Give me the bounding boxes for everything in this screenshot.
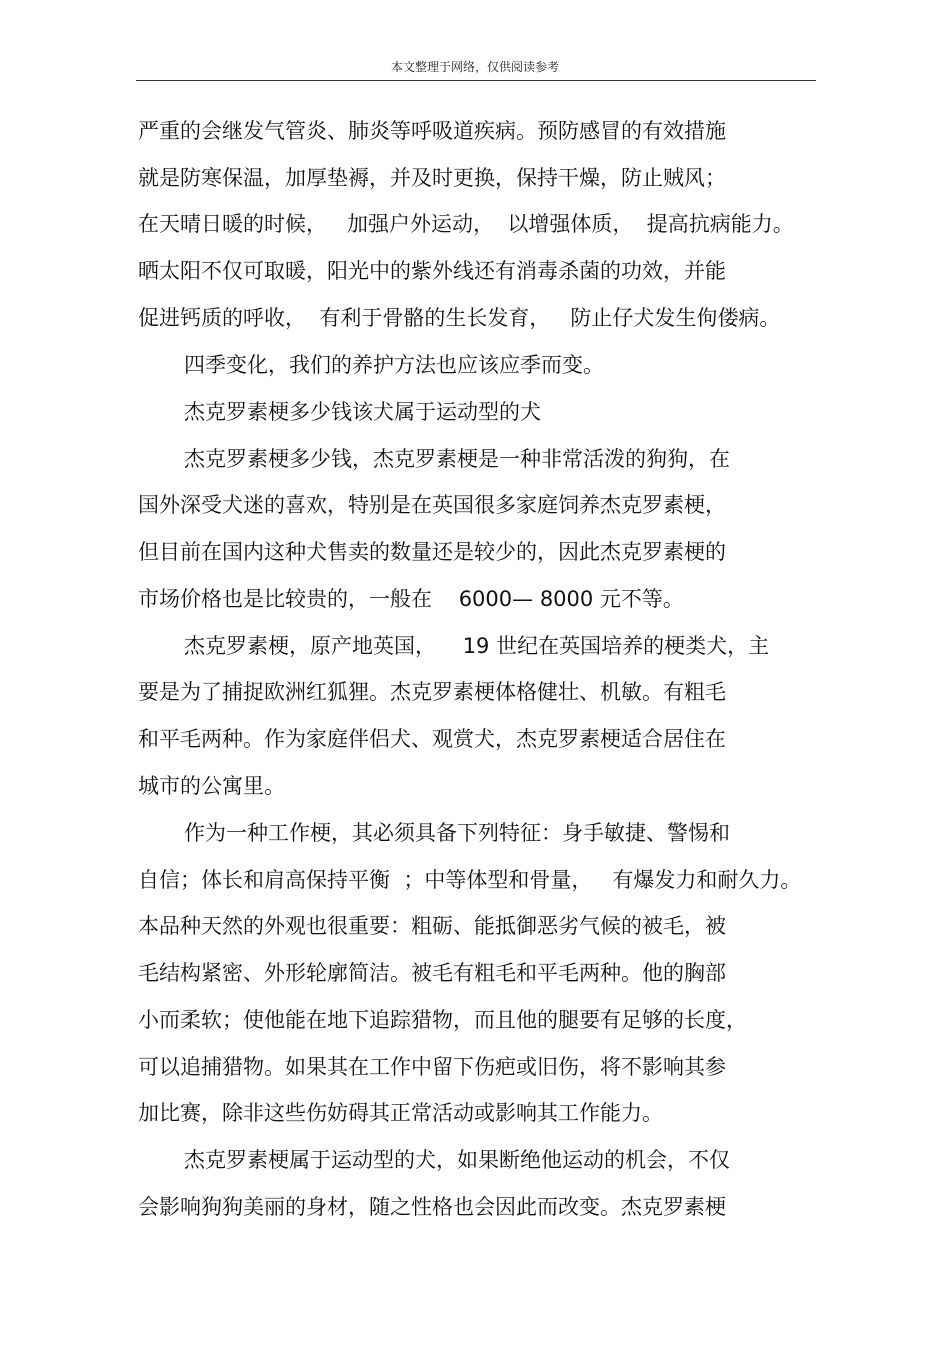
text-line: 可以追捕猎物。如果其在工作中留下伤疤或旧伤，将不影响其参 (138, 1055, 726, 1079)
text-line: 本品种天然的外观也很重要：粗砺、能抵御恶劣气候的被毛，被 (138, 914, 726, 938)
text-line: 要是为了捕捉欧洲红狐狸。杰克罗素梗体格健壮、机敏。有粗毛 (138, 680, 726, 704)
paragraph-start: 杰克罗素梗，原产地英国， 19 世纪在英国培养的梗类犬，主 (184, 634, 770, 658)
text-line: 但目前在国内这种犬售卖的数量还是较少的，因此杰克罗素梗的 (138, 540, 726, 564)
section-heading: 杰克罗素梗多少钱该犬属于运动型的犬 (184, 400, 541, 424)
text-line: 会影响狗狗美丽的身材，随之性格也会因此而改变。杰克罗素梗 (138, 1195, 726, 1219)
text-line: 晒太阳不仅可取暖，阳光中的紫外线还有消毒杀菌的功效，并能 (138, 259, 726, 283)
text-line: 在天晴日暖的时候， 加强户外运动， 以增强体质， 提高抗病能力。 (138, 212, 794, 236)
paragraph-start: 作为一种工作梗，其必须具备下列特征：身手敏捷、警惕和 (184, 821, 730, 845)
text-line: 促进钙质的呼收， 有利于骨骼的生长发育， 防止仔犬发生佝偻病。 (138, 306, 781, 330)
paragraph-start: 杰克罗素梗属于运动型的犬，如果断绝他运动的机会，不仅 (184, 1148, 730, 1172)
text-line: 严重的会继发气管炎、肺炎等呼吸道疾病。预防感冒的有效措施 (138, 119, 726, 143)
text-line: 市场价格也是比较贵的，一般在 6000— 8000 元不等。 (138, 587, 684, 611)
text-line: 就是防寒保温，加厚垫褥，并及时更换，保持干燥，防止贼风； (138, 166, 726, 190)
text-line: 城市的公寓里。 (138, 774, 285, 798)
text-line: 国外深受犬迷的喜欢，特别是在英国很多家庭饲养杰克罗素梗， (138, 493, 726, 517)
paragraph-start: 四季变化，我们的养护方法也应该应季而变。 (184, 353, 604, 377)
text-line: 和平毛两种。作为家庭伴侣犬、观赏犬，杰克罗素梗适合居住在 (138, 727, 726, 751)
text-line: 小而柔软；使他能在地下追踪猎物，而且他的腿要有足够的长度， (138, 1008, 747, 1032)
page-header: 本文整理于网络，仅供阅读参考 (390, 60, 559, 74)
paragraph-start: 杰克罗素梗多少钱，杰克罗素梗是一种非常活泼的狗狗，在 (184, 447, 730, 471)
text-line: 加比赛，除非这些伤妨碍其正常活动或影响其工作能力。 (138, 1101, 663, 1125)
text-line: 自信；体长和肩高保持平衡 ；中等体型和骨量， 有爆发力和耐久力。 (138, 868, 802, 892)
text-line: 毛结构紧密、外形轮廓简洁。被毛有粗毛和平毛两种。他的胸部 (138, 961, 726, 985)
